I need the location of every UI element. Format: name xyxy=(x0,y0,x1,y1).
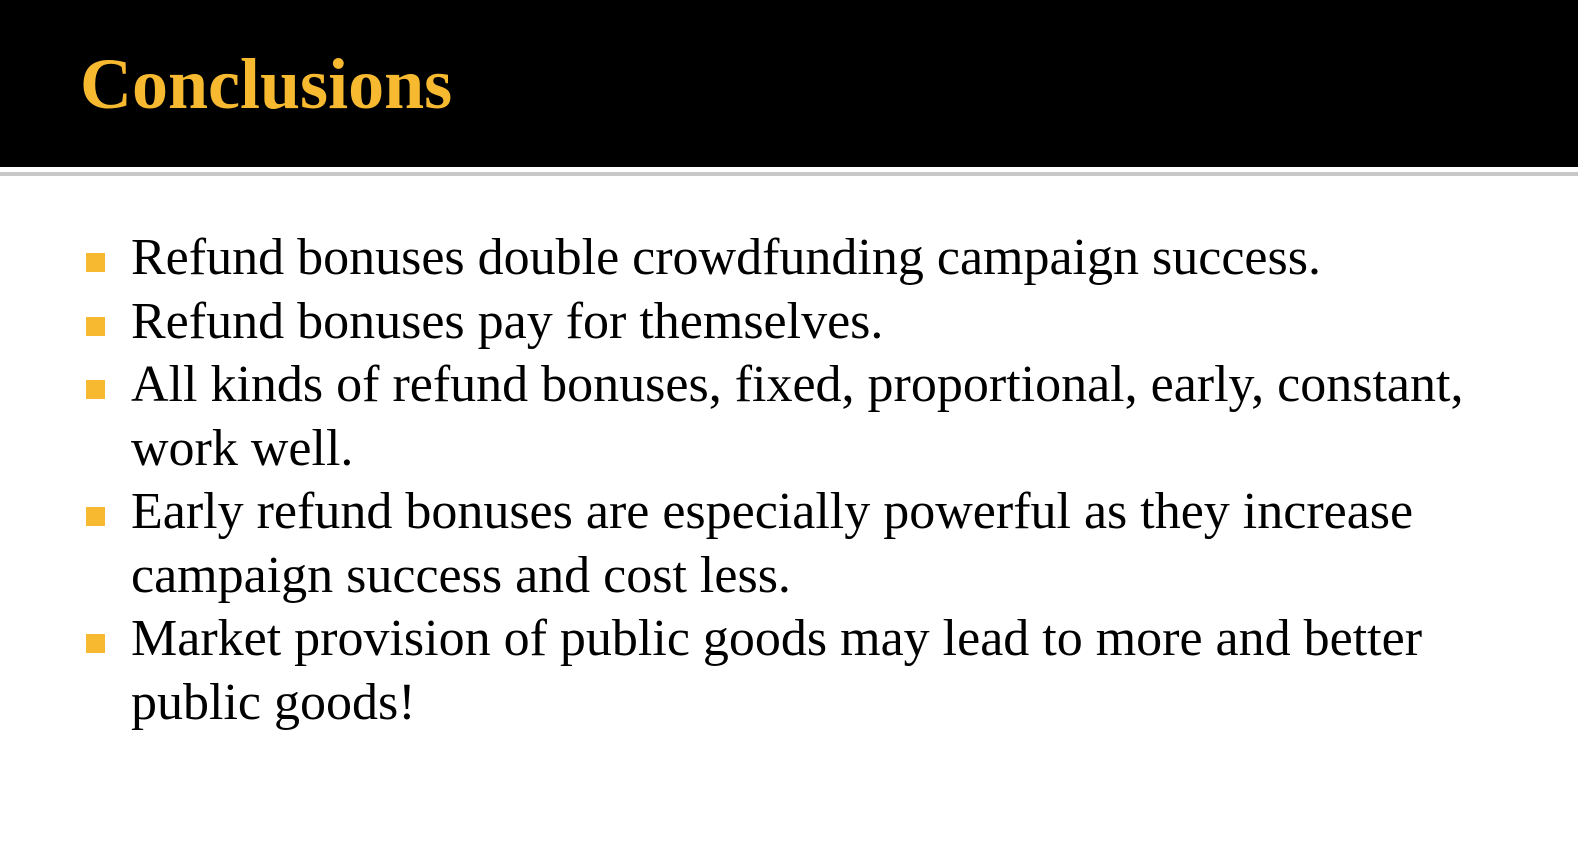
square-bullet-icon xyxy=(86,380,105,399)
bullet-item xyxy=(86,290,1486,354)
square-bullet-icon xyxy=(86,507,105,526)
bullet-text: Early refund bonuses are especially powerful as they increase campaign success and cost less. xyxy=(131,483,1414,604)
square-bullet-icon xyxy=(86,634,105,653)
bullet-text: Refund bonuses pay for themselves. xyxy=(131,292,884,350)
bullet-text: All kinds of refund bonuses, fixed, proportional, early, constant, work well. xyxy=(131,356,1464,477)
slide-title: Conclusions xyxy=(80,44,453,124)
square-bullet-icon xyxy=(86,317,105,336)
bullet-item xyxy=(86,607,1486,734)
bullet-text: Market provision of public goods may lead to more and better public goods! xyxy=(131,610,1423,731)
square-bullet-icon xyxy=(86,253,105,272)
bullet-item xyxy=(86,353,1486,480)
bullet-item xyxy=(86,226,1486,290)
bullet-text: Refund bonuses double crowdfunding campaign success. xyxy=(131,229,1321,286)
bullet-item xyxy=(86,480,1486,607)
title-divider xyxy=(0,172,1578,176)
bullet-list xyxy=(86,226,1486,734)
